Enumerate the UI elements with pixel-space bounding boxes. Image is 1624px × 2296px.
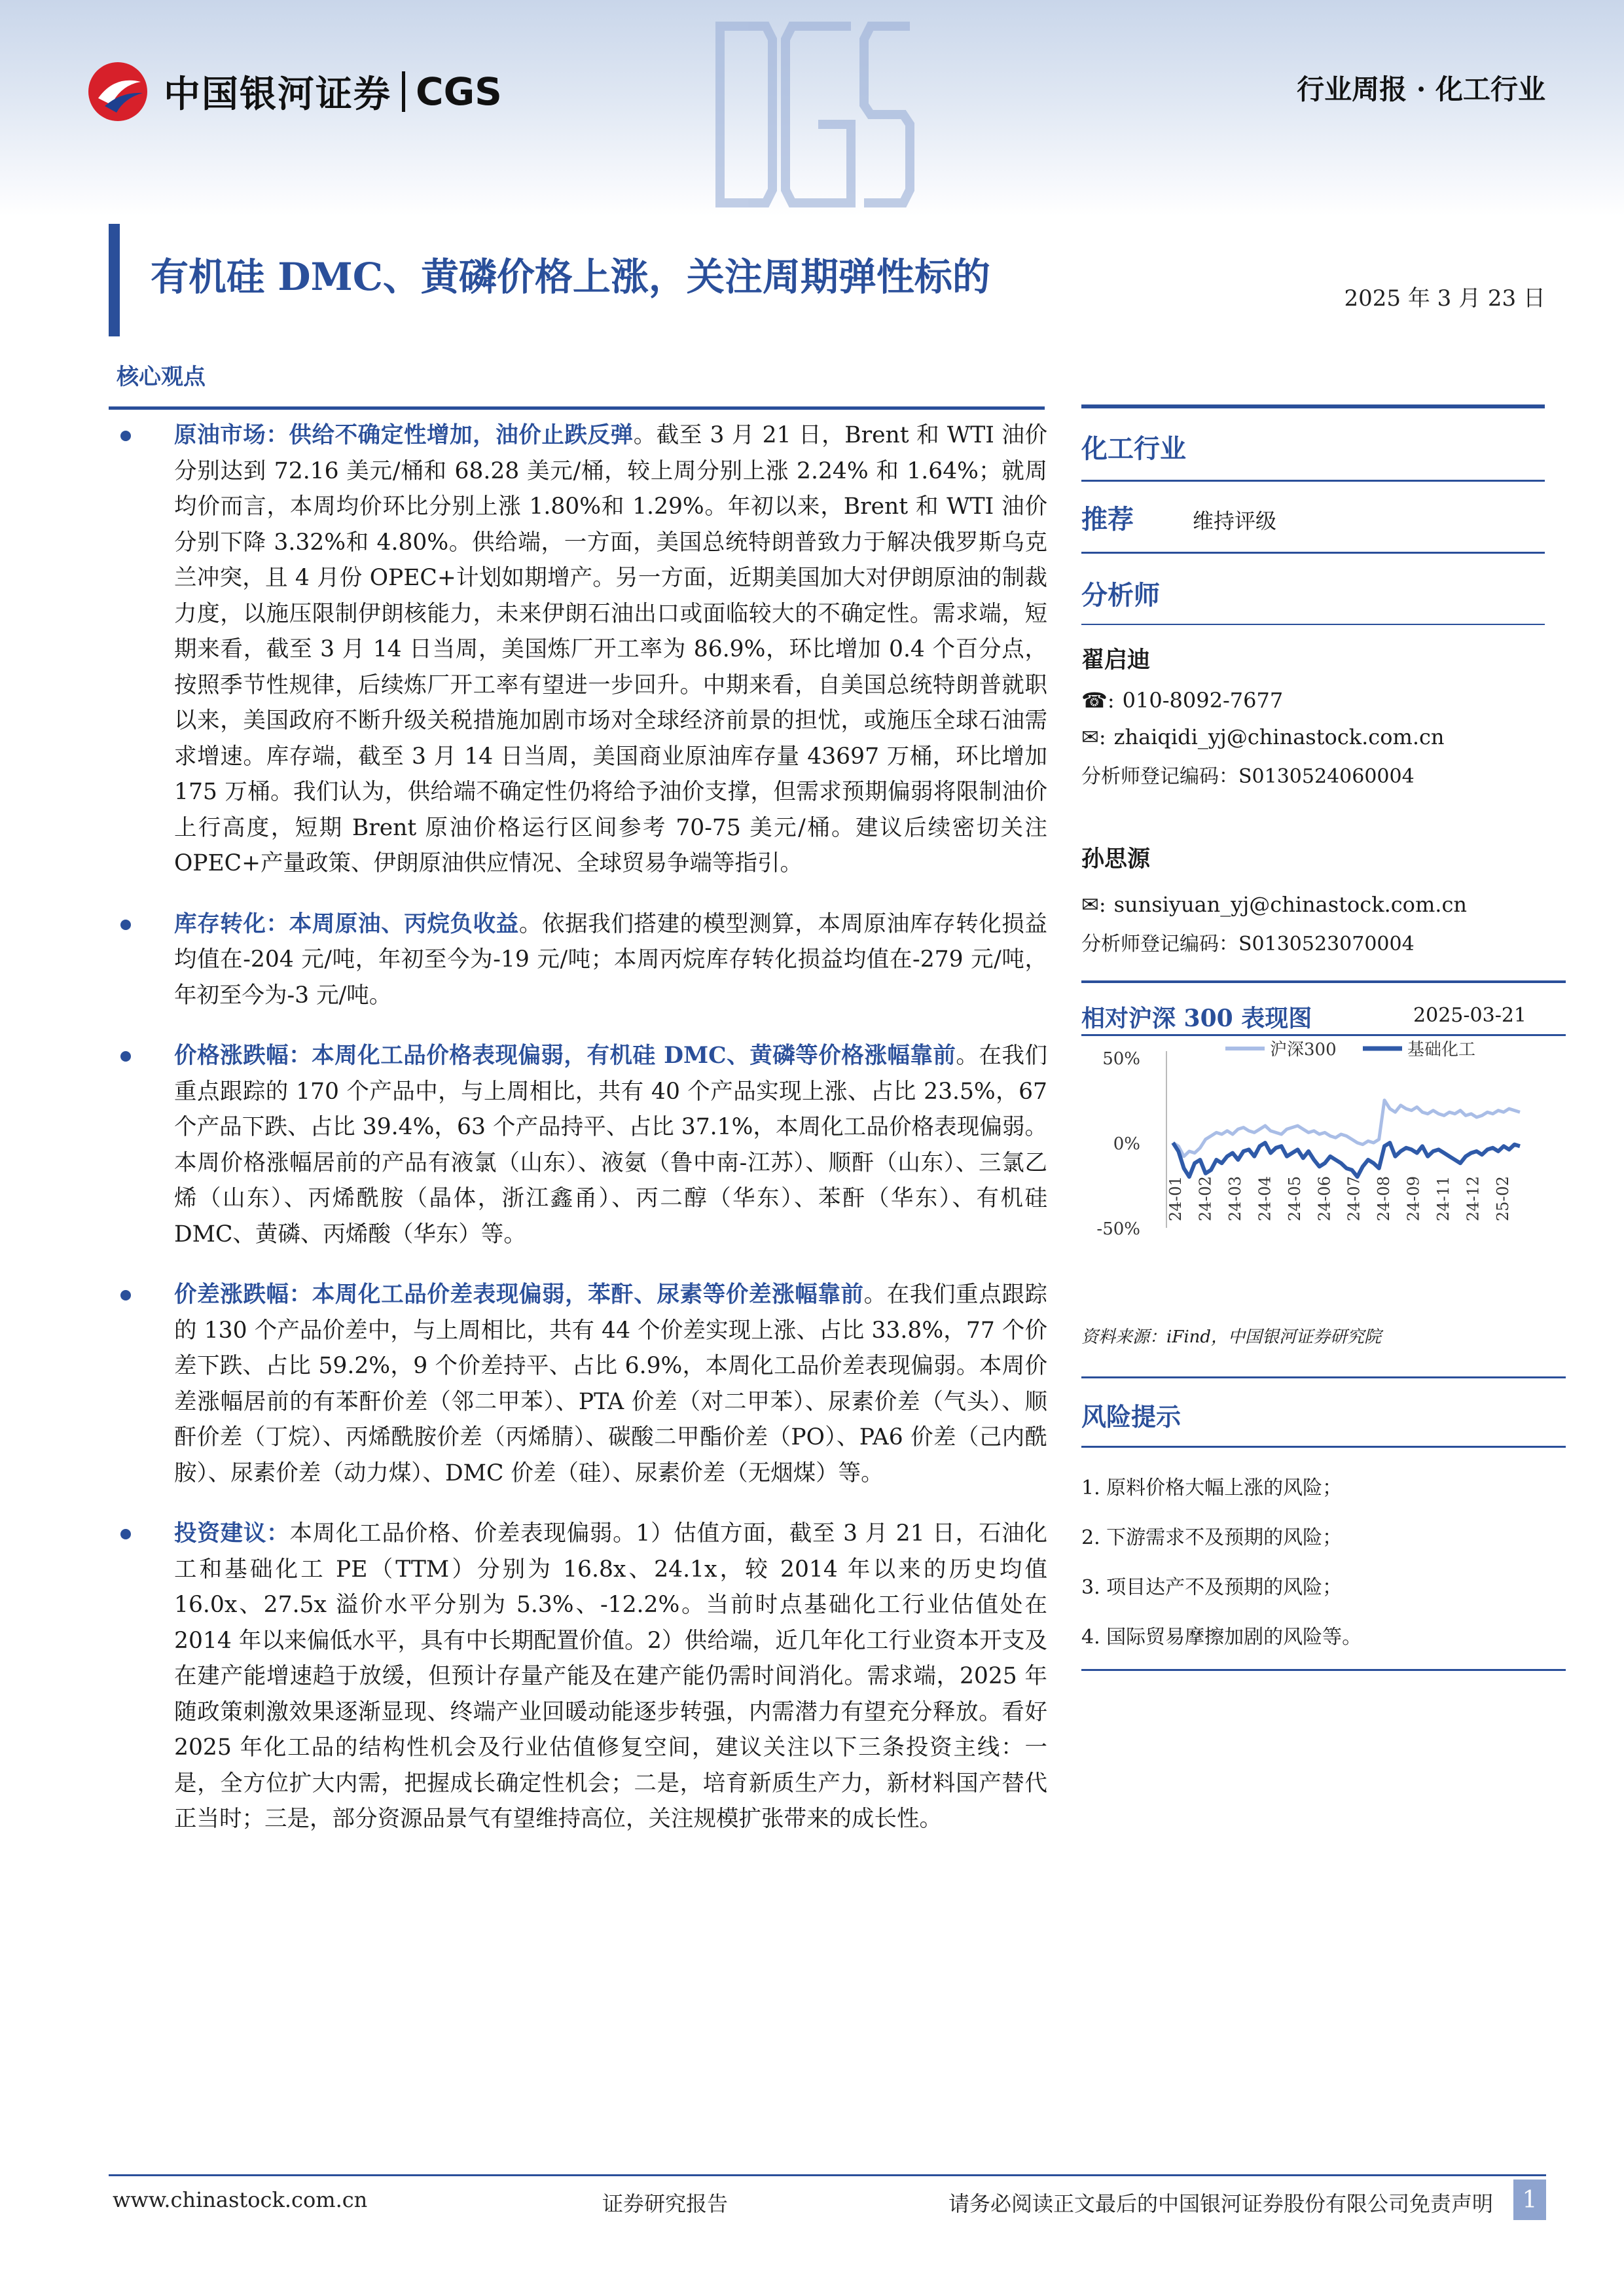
performance-chart (1081, 995, 1566, 1296)
series-line-chem (1173, 1143, 1520, 1177)
sidebar (1081, 404, 1545, 956)
mail-icon: ✉: (1081, 725, 1106, 749)
x-tick-label: 24-11 (1434, 1175, 1453, 1221)
bullet-body: 。在我们重点跟踪的 130 个产品价差中，与上周相比，共有 44 个价差实现上涨、占比 33.8%，77 个价差下跌、占比 59.2%，9 个价差持平、占比 6.9%，本周化工品价差表现偏弱。本周价差涨幅居前的有苯酐价差（邻二甲苯）、PTA 价差（对二甲苯）、尿素价差（气头）、顺酐价差（丁烷）、丙烯酰胺价差（丙烯腈）、碳酸二甲酯价差（PO）、PA6 价差（己内酰胺）、尿素价差（动力煤）、DMC 价差（硅）、尿素价差（无烟煤）等。 (174, 1282, 1048, 1486)
bullet-icon (120, 1290, 131, 1300)
series-line-hs300 (1173, 1100, 1520, 1157)
analyst2-email-row (1081, 892, 1545, 917)
y-tick-label: -50% (1096, 1219, 1140, 1239)
risk-item: 3. 项目达产不及预期的风险； (1081, 1576, 1343, 1599)
rating-value: 维持评级 (1193, 509, 1277, 533)
main-divider (109, 406, 1045, 410)
analyst1-phone-row (1081, 688, 1545, 713)
risk-item: 1. 原料价格大幅上涨的风险； (1081, 1477, 1343, 1499)
list-item (109, 1038, 1047, 1252)
core-views-list (109, 414, 1047, 1862)
analyst1-email-row (1081, 725, 1545, 749)
bullet-icon (120, 1051, 131, 1062)
list-item (109, 1277, 1047, 1491)
y-tick-label: 0% (1113, 1134, 1140, 1154)
analyst1-cert: 分析师登记编码：S0130524060004 (1081, 765, 1415, 788)
bullet-body: 本周化工品价格、价差表现偏弱。1）估值方面，截至 3 月 21 日，石油化工和基础化工 PE（TTM）分别为 16.8x、24.1x，较 2014 年以来的历史均值 16.0x、27.5x 溢价水平分别为 5.3%、-12.2%。当前时点基础化工行业估值处在 2014 年以来偏低水平，具有中长期配置价值。2）供给端，近几年化工行业资本开支及在建产能增速趋于放缓，但预计存量产能及在建产能仍需时间消化。需求端，2025 年随政策刺激效果逐渐显现、终端产业回暖动能逐步转强，内需潜力有望充分释放。看好 2025 年化工品的结构性机会及行业估值修复空间，建议关注以下三条投资主线：一是，全方位扩大内需，把握成长确定性机会；二是，培育新质生产力，新材料国产替代正当时；三是，部分资源品景气有望维持高位，关注规模扩张带来的成长性。 (174, 1520, 1047, 1832)
x-tick-label: 24-07 (1344, 1175, 1363, 1221)
analyst1-email[interactable]: zhaiqidi_yj@chinastock.com.cn (1113, 725, 1445, 749)
sidebar-industry: 化工行业 (1081, 433, 1186, 464)
bullet-lead: 价格涨跌幅：本周化工品价格表现偏弱，有机硅 DMC、黄磷等价格涨幅靠前 (174, 1043, 956, 1069)
x-tick-label: 24-01 (1166, 1175, 1185, 1221)
phone-icon: ☎: (1081, 688, 1115, 713)
mail-icon: ✉: (1081, 892, 1106, 917)
sidebar-rule (1081, 480, 1545, 482)
footer-center: 证券研究报告 (602, 2191, 729, 2216)
legend-label: 基础化工 (1407, 1040, 1476, 1060)
x-tick-label: 24-12 (1464, 1175, 1483, 1221)
x-tick-label: 24-05 (1285, 1175, 1304, 1221)
rating-label: 推荐 (1081, 504, 1134, 535)
report-date: 2025 年 3 月 23 日 (1344, 285, 1545, 312)
rating-row (1081, 499, 1545, 536)
list-item (109, 906, 1047, 1014)
risk-top-rule (1081, 1376, 1566, 1378)
risk-title: 风险提示 (1081, 1402, 1182, 1431)
bullet-icon (120, 431, 131, 441)
report-type: 行业周报 · 化工行业 (1297, 73, 1545, 105)
bullet-lead: 价差涨跌幅：本周化工品价差表现偏弱，苯酐、尿素等价差涨幅靠前 (174, 1282, 864, 1308)
risk-item: 4. 国际贸易摩擦加剧的风险等。 (1081, 1626, 1362, 1649)
x-tick-label: 24-03 (1225, 1175, 1244, 1221)
footer-site[interactable]: www.chinastock.com.cn (113, 2187, 368, 2212)
footer-disclaimer: 请务必阅读正文最后的中国银河证券股份有限公司免责声明 (948, 2191, 1493, 2216)
x-tick-label: 24-06 (1315, 1175, 1334, 1221)
page-number: 1 (1513, 2179, 1546, 2220)
x-tick-label: 24-09 (1404, 1175, 1423, 1221)
bullet-lead: 库存转化：本周原油、丙烷负收益 (174, 910, 519, 937)
x-tick-label: 24-08 (1375, 1175, 1394, 1221)
list-item (109, 418, 1047, 882)
analyst1-phone: 010-8092-7677 (1122, 688, 1284, 713)
bullet-lead: 原油市场：供给不确定性增加，油价止跌反弹 (174, 422, 634, 448)
risk-item: 2. 下游需求不及预期的风险； (1081, 1526, 1343, 1549)
x-tick-label: 25-02 (1494, 1175, 1512, 1221)
analyst2-name: 孙思源 (1081, 846, 1151, 872)
bullet-body: 。依据我们搭建的模型测算，本周原油库存转化损益均值在-204 元/吨，年初至今为-19 元/吨；本周丙烷库存转化损益均值在-279 元/吨，年初至今为-3 元/吨。 (174, 910, 1048, 1009)
sidebar-rule (1081, 552, 1545, 554)
analyst1-name: 翟启迪 (1081, 647, 1151, 673)
risk-rule (1081, 1446, 1566, 1448)
analyst2-email[interactable]: sunsiyuan_yj@chinastock.com.cn (1113, 892, 1467, 917)
sidebar-top-rule (1081, 404, 1545, 408)
bullet-body: 。截至 3 月 21 日，Brent 和 WTI 油价分别达到 72.16 美元/桶和 68.28 美元/桶，较上周分别上涨 2.24% 和 1.64%；就周均价而言，本周均价环比分别上涨 1.80%和 1.29%。年初以来，Brent 和 WTI 油价分别下降 3.32%和 4.80%。供给端，一方面，美国总统特朗普致力于解决俄罗斯乌克兰冲突，且 4 月份 OPEC+计划如期增产。另一方面，近期美国加大对伊朗原油的制裁力度，以施压限制伊朗核能力，未来伊朗石油出口或面临较大的不确定性。需求端，短期来看，截至 3 月 14 日当周，美国炼厂开工率为 86.9%，环比增加 0.4 个百分点，按照季节性规律，后续炼厂开工率有望进一步回升。中期来看，自美国总统特朗普就职以来，美国政府不断升级关税措施加剧市场对全球经济前景的担忧，或施压全球石油需求增速。库存端，截至 3 月 14 日当周，美国商业原油库存量 43697 万桶，环比增加 175 万桶。我们认为，供给端不确定性仍将给予油价支撑，但需求预期偏弱将限制油价上行高度，短期 Brent 原油价格运行区间参考 70-75 美元/桶。建议后续密切关注 OPEC+产量政策、伊朗原油供应情况、全球贸易争端等指引。 (174, 422, 1048, 876)
logo-text-cn: 中国银河证券 (164, 73, 391, 116)
chart-title-rule (1081, 1034, 1566, 1036)
bullet-lead: 投资建议： (174, 1520, 290, 1547)
logo-text-en: CGS (416, 69, 502, 114)
chart-source: 资料来源：iFind，中国银河证券研究院 (1081, 1327, 1382, 1347)
cgs-watermark-icon (707, 13, 923, 216)
logo-divider (402, 71, 405, 112)
x-tick-label: 24-02 (1196, 1175, 1215, 1221)
bullet-icon (120, 1529, 131, 1539)
core-views-heading: 核心观点 (117, 364, 206, 390)
chart-date: 2025-03-21 (1413, 1004, 1526, 1027)
risk-bottom-rule (1081, 1669, 1566, 1671)
analyst2-cert: 分析师登记编码：S0130523070004 (1081, 933, 1415, 956)
cgs-logo-icon (85, 59, 151, 124)
title-accent-bar (109, 224, 120, 336)
chart-title: 相对沪深 300 表现图 (1081, 1005, 1312, 1032)
x-tick-label: 24-04 (1255, 1175, 1274, 1221)
sidebar-rule (1081, 624, 1545, 625)
chart-top-rule (1081, 980, 1566, 983)
footer-rule (109, 2174, 1546, 2176)
bullet-body: 。在我们重点跟踪的 170 个产品中，与上周相比，共有 40 个产品实现上涨、占比 23.5%，67 个产品下跌、占比 39.4%，63 个产品持平、占比 37.1%，本周化工品价格表现偏弱。本周价格涨幅居前的产品有液氯（山东）、液氨（鲁中南-江苏）、顺酐（山东）、三氯乙烯（山东）、丙烯酰胺（晶体，浙江鑫甬）、丙二醇（华东）、苯酐（华东）、有机硅 DMC、黄磷、丙烯酸（华东）等。 (174, 1043, 1047, 1247)
legend-label: 沪深300 (1270, 1040, 1337, 1060)
chart-plot (1081, 1038, 1566, 1261)
list-item (109, 1516, 1047, 1837)
bullet-icon (120, 920, 131, 930)
report-title: 有机硅 DMC、黄磷价格上涨，关注周期弹性标的 (151, 255, 990, 299)
y-tick-label: 50% (1102, 1049, 1140, 1069)
company-logo (85, 59, 502, 124)
risk-section (1081, 1376, 1566, 1671)
analyst-heading: 分析师 (1081, 580, 1160, 611)
